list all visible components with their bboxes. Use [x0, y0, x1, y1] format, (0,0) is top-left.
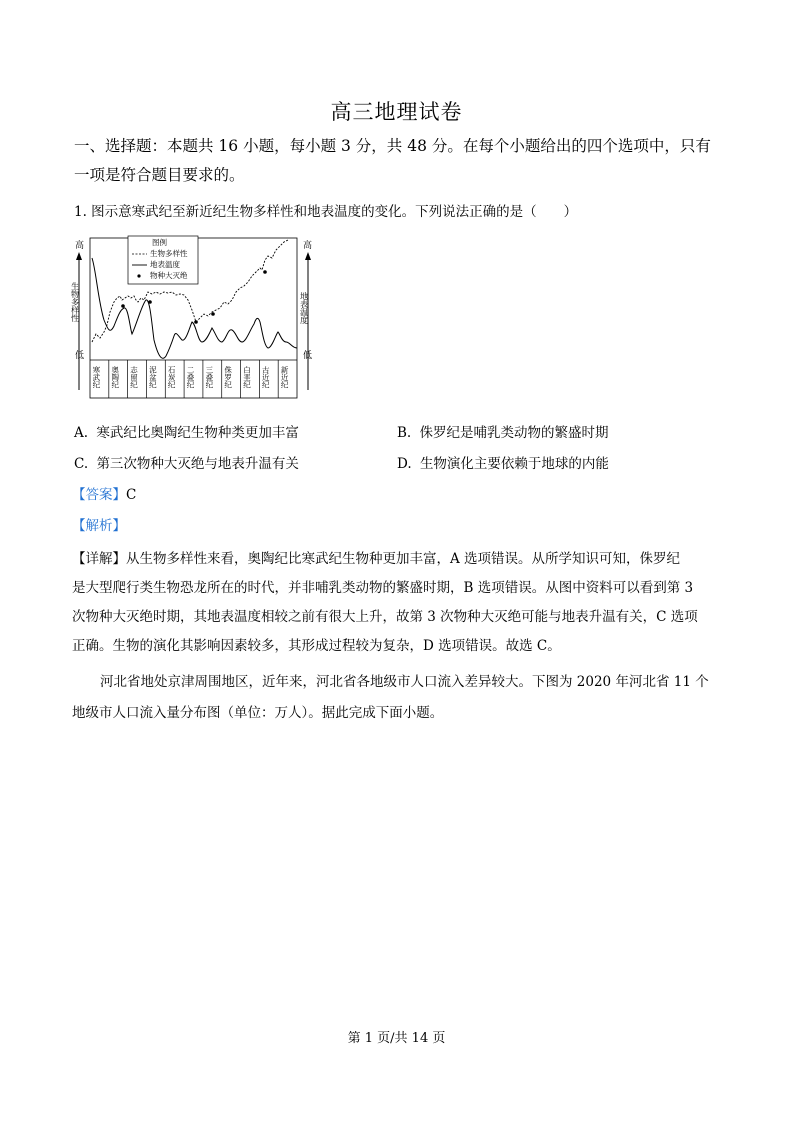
option-b-text: 侏罗纪是哺乳类动物的繁盛时期: [419, 425, 609, 441]
option-b-letter: B.: [397, 425, 412, 441]
answer-line: [72, 483, 136, 503]
passage-line-1: 河北省地处京津周围地区，近年来，河北省各地级市人口流入差异较大。下图为 2020 年河北省 11 个: [100, 674, 709, 690]
detail-line-2: 是大型爬行类生物恐龙所在的时代，并非哺乳类动物的繁盛时期，B 选项错误。从图中资料可以看到第 3: [72, 580, 694, 596]
period-label: 新近纪: [280, 366, 290, 389]
right-axis: [300, 239, 313, 390]
legend-title: 图例: [152, 238, 167, 247]
section-line-2: 一项是符合题目要求的。: [74, 166, 245, 184]
left-high-label: 高: [75, 241, 85, 251]
page-title: 高三地理试卷: [330, 100, 463, 124]
analysis-label: 【解析】: [72, 518, 126, 534]
answer-label: 【答案】: [72, 487, 126, 503]
option-a-text: 寒武纪比奥陶纪生物种类更加丰富: [96, 425, 299, 441]
period-label: 古近纪: [261, 366, 271, 389]
detail-label: 【详解】: [72, 551, 126, 567]
question-stem: 1. 图示意寒武纪至新近纪生物多样性和地表温度的变化。下列说法正确的是（ ）: [74, 204, 578, 220]
option-c: [74, 452, 299, 472]
period-label: 侏罗纪: [223, 366, 233, 389]
period-label: 志留纪: [129, 366, 139, 389]
period-label: 石炭纪: [167, 366, 177, 389]
period-label: 二叠纪: [186, 366, 195, 389]
option-d: [397, 452, 609, 472]
option-c-text: 第三次物种大灭绝与地表升温有关: [96, 456, 299, 472]
option-d-letter: D.: [397, 456, 412, 472]
page-footer: 第 1 页/共 14 页: [347, 1031, 446, 1046]
option-c-letter: C.: [74, 456, 89, 472]
answer-value: C: [126, 487, 137, 503]
legend-item-biodiversity: 生物多样性: [150, 249, 188, 258]
detail-line-1: 从生物多样性来看，奥陶纪比寒武纪生物种更加丰富，A 选项错误。从所学知识可知，侏罗纪: [126, 551, 681, 567]
left-axis-label: 生物多样性: [70, 282, 80, 322]
period-label: 寒武纪: [91, 366, 101, 389]
option-d-text: 生物演化主要依赖于地球的内能: [419, 456, 609, 472]
legend: [128, 236, 198, 284]
passage-line-2: 地级市人口流入量分布图（单位：万人）。据此完成下面小题。: [72, 705, 444, 721]
left-axis: [71, 239, 85, 390]
legend-item-temperature: 地表温度: [150, 260, 180, 269]
section-line-1: 一、选择题：本题共 16 小题，每小题 3 分，共 48 分。在每个小题给出的四个选项中，只有: [74, 137, 711, 155]
legend-item-extinction: 物种大灭绝: [150, 271, 188, 280]
left-low-label: 低: [75, 351, 85, 361]
detail-line-3: 次物种大灭绝时期，其地表温度相较之前有很大上升，故第 3 次物种大灭绝可能与地表升温有关，C 选项: [72, 609, 698, 625]
detail-block: [72, 545, 722, 661]
right-axis-label: 地表温度: [299, 292, 309, 324]
passage: [72, 667, 722, 729]
section-instruction: [74, 132, 754, 190]
right-low-label: 低: [303, 351, 313, 361]
period-label: 泥盆纪: [148, 366, 158, 389]
period-label: 三叠纪: [204, 366, 214, 389]
period-label: 白垩纪: [242, 366, 252, 389]
right-high-label: 高: [303, 241, 313, 251]
option-b: [397, 421, 609, 441]
detail-line-4: 正确。生物的演化其影响因素较多，其形成过程较为复杂，D 选项错误。故选 C。: [72, 638, 561, 654]
option-a-letter: A.: [74, 425, 89, 441]
option-a: [74, 421, 299, 441]
biodiversity-temperature-figure: [72, 230, 317, 405]
period-label: 奥陶纪: [110, 366, 120, 389]
